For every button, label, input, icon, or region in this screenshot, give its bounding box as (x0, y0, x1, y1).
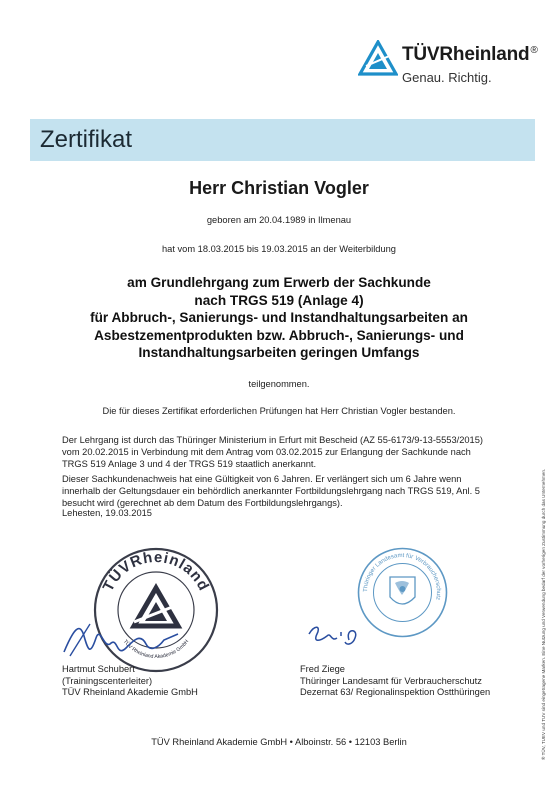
exam-passed-text: Die für dieses Zertifikat erforderlichen Prüfungen hat Herr Christian Vogler bestanden. (102, 406, 456, 416)
approval-line: vom 20.02.2015 in Verbindung mit dem Antrag vom 03.02.2015 zur Erlangung der Sachkunde nach (62, 447, 471, 457)
birth-info: geboren am 20.04.1989 in Ilmenau (206, 215, 352, 225)
signatory-org: Thüringer Landesamt für Verbraucherschutz (300, 675, 482, 686)
course-line: für Abbruch-, Sanierungs- und Instandhaltungsarbeiten an (90, 310, 468, 325)
course-line: nach TRGS 519 (Anlage 4) (194, 292, 364, 308)
course-title (30, 274, 528, 362)
course-line: am Grundlehrgang zum Erwerb der Sachkunde (127, 275, 431, 290)
participated-text: teilgenommen. (248, 379, 310, 389)
footer-address: TÜV Rheinland Akademie GmbH • Alboinstr. 56 • 12103 Berlin (151, 737, 407, 747)
course-line: Instandhaltungsarbeiten geringen Umfangs (138, 345, 420, 360)
validity-line: innerhalb der Geltungsdauer ein behördlich anerkannter Fortbildungslehrgang nach TRGS 519, Anl. 5 (62, 486, 480, 496)
registered-mark: ® (530, 45, 538, 56)
signatory-right (300, 664, 490, 699)
signatory-role: (Trainingscenterleiter) (62, 675, 153, 686)
recipient-name: Herr Christian Vogler (189, 178, 369, 198)
approval-paragraph (62, 434, 502, 470)
trademark-note: ® TÜV, TUEV und TUV sind eingetragene Marken. Eine Nutzung und Verwendung bedarf der vorherigen Zustimmung durch das Unternehmen. (541, 468, 546, 760)
validity-line: Dieser Sachkundenachweis hat eine Gültigkeit von 6 Jahren. Er verlängert sich um 6 Jahre wenn (62, 474, 462, 484)
signatory-org: TÜV Rheinland Akademie GmbH (62, 687, 198, 697)
signatory-name: Hartmut Schubert (62, 664, 135, 674)
svg-text:TÜV Rheinland Akademie GmbH: TÜV Rheinland Akademie GmbH (121, 638, 191, 661)
certificate-title: Zertifikat (40, 126, 133, 153)
approval-line: Der Lehrgang ist durch das Thüringer Ministerium in Erfurt mit Bescheid (AZ 55-6173/9-13-5553/2015) (62, 435, 483, 445)
signature-left (60, 618, 220, 660)
tuv-logo (358, 40, 538, 90)
validity-line: besucht wird (gerechnet ab dem Datum des Fortbildungslehrgangs). (62, 498, 343, 508)
signature-right (305, 620, 375, 650)
svg-text:TÜVRheinland: TÜVRheinland (99, 548, 213, 595)
signatory-left (62, 664, 198, 699)
certificate-banner (30, 119, 535, 161)
course-period: hat vom 18.03.2015 bis 19.03.2015 an der Weiterbildung (162, 244, 396, 254)
svg-text:Thüringer Landesamt für Verbra: Thüringer Landesamt für Verbraucherschutz (362, 552, 442, 601)
approval-line: TRGS 519 Anlage 3 und 4 der TRGS 519 staatlich anerkannt. (62, 459, 317, 469)
brand-name: TÜVRheinland® (402, 44, 538, 65)
validity-paragraph (62, 473, 502, 509)
tuv-triangle-icon (358, 40, 398, 76)
brand-slogan: Genau. Richtig. (402, 70, 492, 85)
place-date: Lehesten, 19.03.2015 (62, 508, 152, 518)
signatory-name: Fred Ziege (300, 664, 345, 674)
course-line: Asbestzementprodukten bzw. Abbruch-, Sanierungs- und (94, 327, 464, 343)
signatory-department: Dezernat 63/ Regionalinspektion Ostthüringen (300, 687, 491, 697)
